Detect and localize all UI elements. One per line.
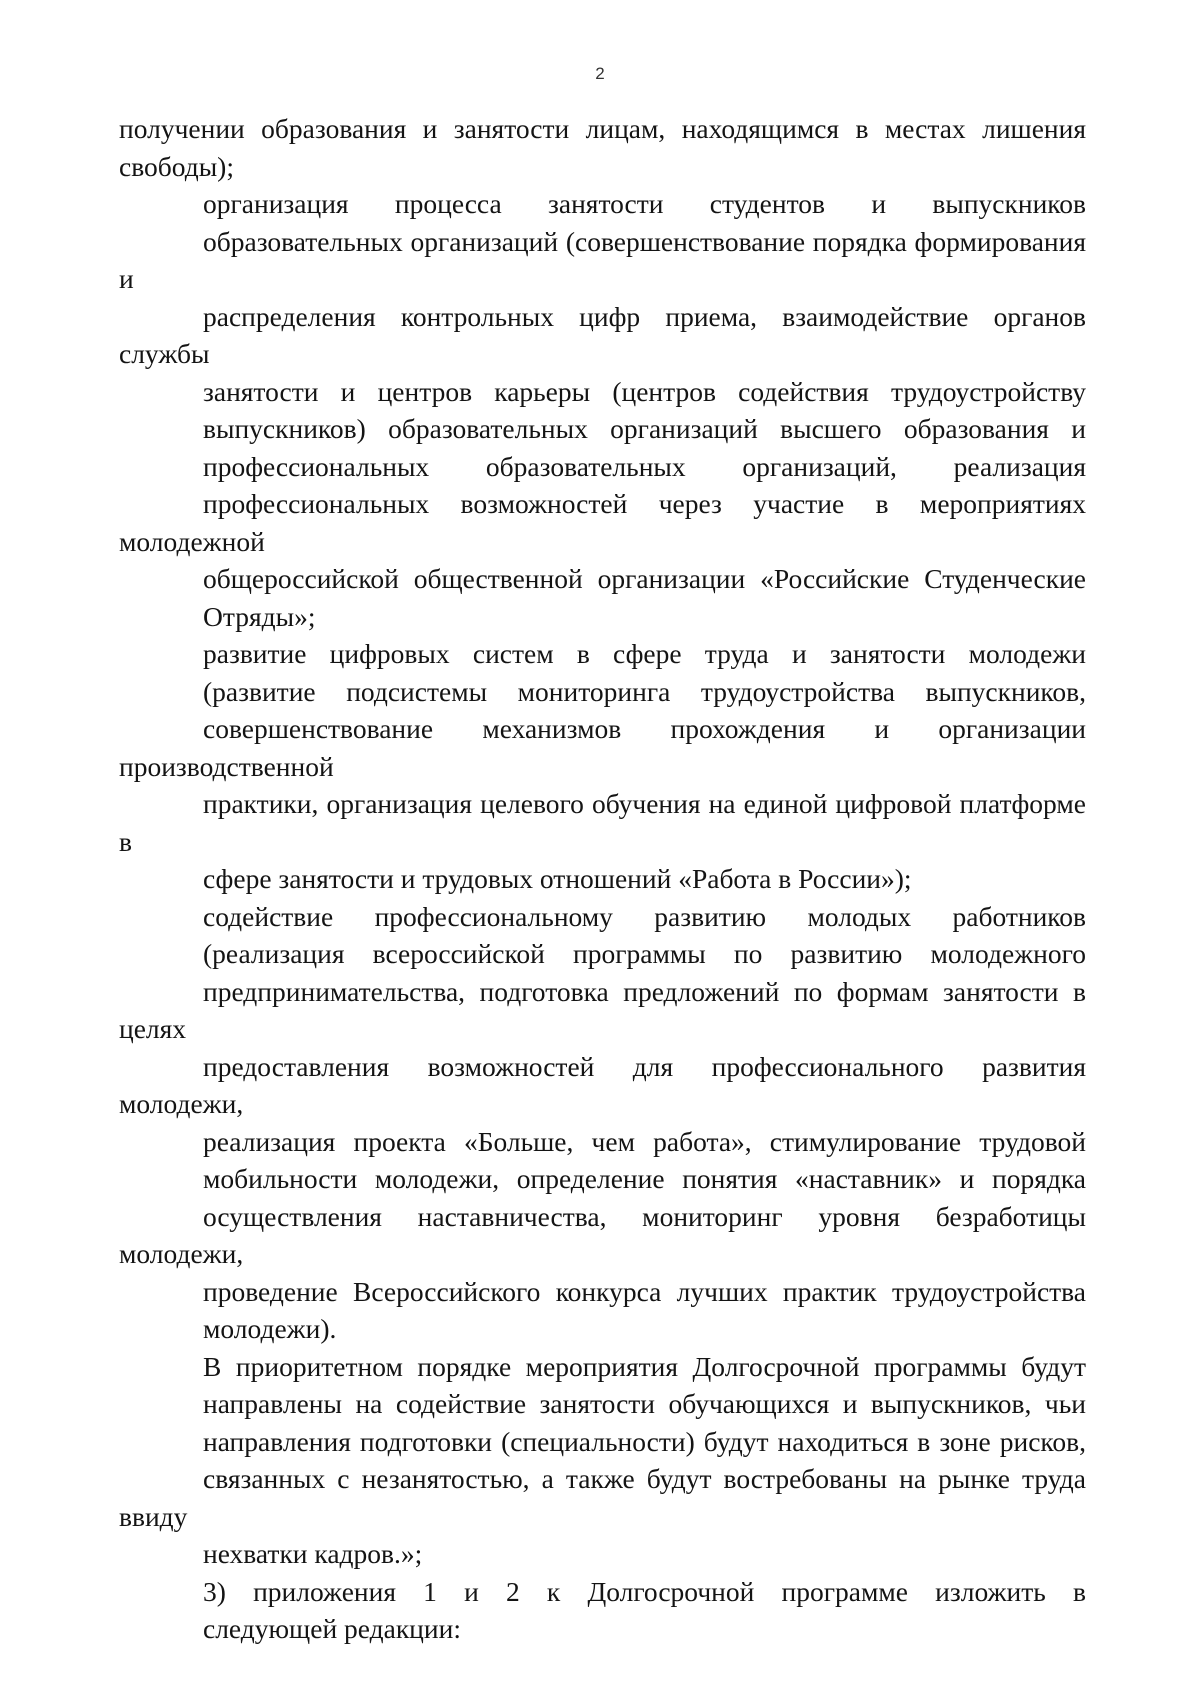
paragraph-professional-development — [119, 898, 1086, 1348]
text-line: молодежи). — [203, 1313, 337, 1344]
text-line: предоставления возможностей для профессионального развития молодежи, — [119, 1050, 1086, 1119]
text-line: распределения контрольных цифр приема, взаимодействие органов службы — [119, 300, 1086, 369]
text-line: (развитие подсистемы мониторинга трудоустройства выпускников, — [203, 675, 1086, 707]
text-line: осуществления наставничества, мониторинг уровня безработицы молодежи, — [119, 1200, 1086, 1269]
text-line: развитие цифровых систем в сфере труда и занятости молодежи — [203, 638, 1086, 669]
text-line: получении образования и занятости лицам, находящимся в местах лишения — [119, 113, 1086, 144]
text-line: предпринимательства, подготовка предложений по формам занятости в целях — [119, 975, 1086, 1044]
text-line: мобильности молодежи, определение понятия «наставник» и порядка — [203, 1163, 1086, 1194]
text-line: сфере занятости и трудовых отношений «Работа в России»); — [203, 863, 912, 894]
text-line: связанных с незанятостью, а также будут востребованы на рынке труда ввиду — [119, 1463, 1086, 1532]
text-line: направления подготовки (специальности) будут находиться в зоне рисков, — [203, 1425, 1086, 1457]
paragraph-appendices — [119, 1573, 1086, 1648]
text-line: нехватки кадров.»; — [203, 1538, 423, 1569]
text-line: образовательных организаций (совершенствование порядка формирования и — [119, 225, 1086, 294]
text-line: Отряды»; — [203, 600, 316, 632]
text-line: реализация проекта «Больше, чем работа», стимулирование трудовой — [203, 1125, 1086, 1157]
text-line: занятости и центров карьеры (центров содействия трудоустройству — [203, 375, 1086, 407]
text-line: В приоритетном порядке мероприятия Долгосрочной программы будут — [203, 1350, 1086, 1382]
document-body — [119, 110, 1086, 1648]
text-line: профессиональных образовательных организаций, реализация — [203, 450, 1086, 482]
text-line: совершенствование механизмов прохождения и организации производственной — [119, 713, 1086, 782]
page-number: 2 — [595, 64, 605, 83]
text-line: следующей редакции: — [203, 1613, 461, 1644]
paragraph-priority-measures — [119, 1348, 1086, 1573]
text-line: (реализация всероссийской программы по развитию молодежного — [203, 938, 1086, 969]
paragraph-digital-systems — [119, 635, 1086, 898]
text-line: проведение Всероссийского конкурса лучших практик трудоустройства — [203, 1275, 1086, 1307]
text-line: свободы); — [119, 150, 234, 182]
text-line: общероссийской общественной организации «Российские Студенческие — [203, 563, 1086, 594]
text-line: содействие профессиональному развитию молодых работников — [203, 900, 1086, 932]
paragraph-continuation — [119, 110, 1086, 185]
text-line: организация процесса занятости студентов и выпускников — [203, 188, 1086, 219]
text-line: направлены на содействие занятости обучающихся и выпускников, чьи — [203, 1388, 1086, 1419]
paragraph-student-employment — [119, 185, 1086, 635]
text-line: 3) приложения 1 и 2 к Долгосрочной программе изложить в — [203, 1575, 1086, 1607]
text-line: практики, организация целевого обучения на единой цифровой платформе в — [119, 788, 1086, 857]
text-line: профессиональных возможностей через участие в мероприятиях молодежной — [119, 488, 1086, 557]
text-line: выпускников) образовательных организаций высшего образования и — [203, 413, 1086, 444]
